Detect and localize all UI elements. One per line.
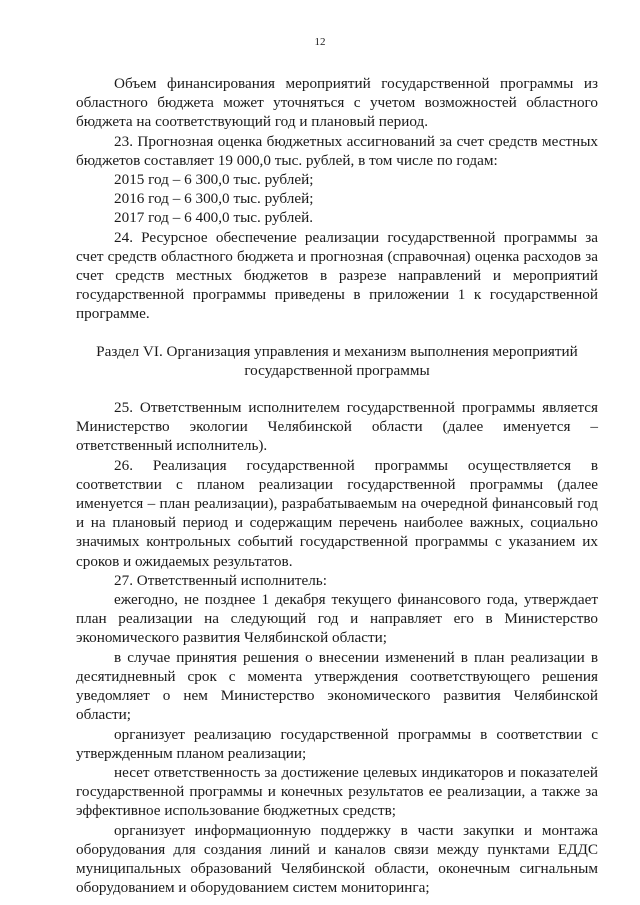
paragraph-23: 23. Прогнозная оценка бюджетных ассигнований за счет средств местных бюджетов составляет 19 000,0 тыс. рублей, в том числе по годам: xyxy=(76,132,598,169)
paragraph-funding-note: Объем финансирования мероприятий государственной программы из областного бюджета может уточняться с учетом возможностей областного бюджета на соответствующий год и плановый период. xyxy=(76,75,598,131)
page-number: 12 xyxy=(314,36,326,48)
paragraph-24: 24. Ресурсное обеспечение реализации государственной программы за счет средств областного бюджета и прогнозная (справочная) оценка расходов за счет средств местных бюджетов в разрезе направлений и мероприятий государственной программы приведены в приложении 1 к государственной программе. xyxy=(76,228,598,323)
section-heading: Раздел VI. Организация управления и механизм выполнения мероприятий государственной программы xyxy=(96,342,578,379)
list-item-plan-changes: в случае принятия решения о внесении изменений в план реализации в десятидневный срок с момента утверждения соответствующего решения уведомляет о нем Министерство экономического развития Челябинской области; xyxy=(76,648,598,724)
year-2015-line: 2015 год – 6 300,0 тыс. рублей; xyxy=(114,171,314,189)
document-body xyxy=(76,74,598,897)
paragraph-25: 25. Ответственным исполнителем государственной программы является Министерство экологии Челябинской области (далее именуется – ответственный исполнитель). xyxy=(76,399,598,455)
list-item-info-support: организует информационную поддержку в части закупки и монтажа оборудования для создания линий и каналов связи между пунктами ЕДДС муниципальных образований Челябинской области, оконечным сигнальным оборудованием и оборудованием систем мониторинга; xyxy=(76,821,598,897)
list-item-organizes-implementation: организует реализацию государственной программы в соответствии с утвержденным планом реализации; xyxy=(76,725,598,762)
list-item-responsibility: несет ответственность за достижение целевых индикаторов и показателей государственной программы и конечных результатов ее реализации, а также за эффективное использование бюджетных средств; xyxy=(76,763,598,820)
year-2016-line: 2016 год – 6 300,0 тыс. рублей; xyxy=(114,190,314,208)
list-item-annual-plan: ежегодно, не позднее 1 декабря текущего финансового года, утверждает план реализации на следующий год и направляет его в Министерство экономического развития Челябинской области; xyxy=(76,591,598,647)
paragraph-26: 26. Реализация государственной программы осуществляется в соответствии с планом реализации государственной программы (далее именуется – план реализации), разрабатываемым на очередной финансовый год и на плановый период и содержащим перечень наиболее важных, социально значимых контрольных событий государственной программы с указанием их сроков и ожидаемых результатов. xyxy=(76,456,598,570)
year-2017-line: 2017 год – 6 400,0 тыс. рублей. xyxy=(114,209,314,227)
paragraph-27: 27. Ответственный исполнитель: xyxy=(114,571,327,589)
